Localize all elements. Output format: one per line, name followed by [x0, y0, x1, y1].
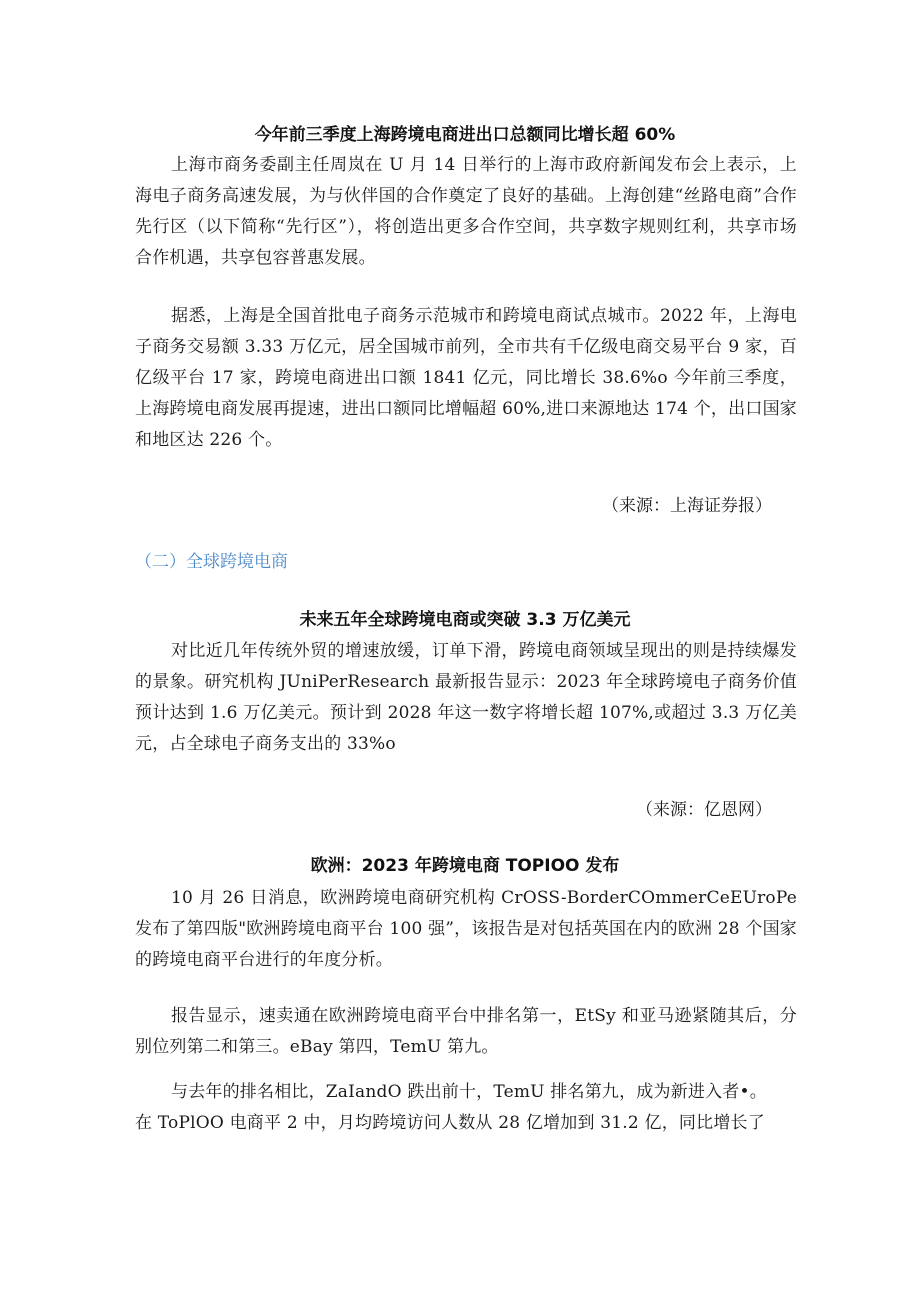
article-1-paragraph-2: 据悉，上海是全国首批电子商务示范城市和跨境电商试点城市。2022 年，上海电子商务交易额 3.33 万亿元，居全国城市前列，全市共有千亿级电商交易平台 9 家，百亿级平台 17 家，跨境电商进出口额 1841 亿元，同比增长 38.6%o 今年前三季度，上海跨境电商发展再提速，进出口额同比增幅超 60%,进口来源地达 174 个，出口国家和地区达 226 个。 — [135, 306, 797, 450]
article-2-title: 未来五年全球跨境电商或突破 3.3 万亿美元 — [299, 610, 631, 630]
article-3-paragraph-3: 与去年的排名相比，ZaIandO 跌出前十，TemU 排名第九，成为新进入者•。 — [171, 1082, 767, 1102]
article-1-title: 今年前三季度上海跨境电商进出口总额同比增长超 60% — [254, 125, 676, 145]
article-2-paragraph-1: 对比近几年传统外贸的增速放缓，订单下滑，跨境电商领域呈现出的则是持续爆发的景象。研究机构 JUniPerResearch 最新报告显示：2023 年全球跨境电子商务价值预计达到 1.6 万亿美元。预计到 2028 年这一数字将增长超 107%,或超过 3.3 万亿美元，占全球电子商务支出的 33%o — [135, 641, 797, 754]
section-heading-global-ecommerce: （二）全球跨境电商 — [135, 552, 288, 572]
article-1-paragraph-1: 上海市商务委副主任周岚在 U 月 14 日举行的上海市政府新闻发布会上表示，上海电子商务高速发展，为与伙伴国的合作奠定了良好的基础。上海创建“丝路电商”合作先行区（以下简称“先行区”），将创造出更多合作空间，共享数字规则红利，共享市场合作机遇，共享包容普惠发展。 — [135, 155, 797, 268]
article-3-title: 欧洲：2023 年跨境电商 TOPIOO 发布 — [310, 856, 620, 876]
article-3-paragraph-1: 10 月 26 日消息，欧洲跨境电商研究机构 CrOSS-BorderCOmmerCeEUroPe 发布了第四版"欧洲跨境电商平台 100 强”，该报告是对包括英国在内的欧洲 28 个国家的跨境电商平台进行的年度分析。 — [135, 888, 798, 970]
article-3-paragraph-4: 在 ToPlOO 电商平 2 中，月均跨境访问人数从 28 亿增加到 31.2 亿，同比增长了 — [135, 1113, 765, 1133]
article-1-source: （来源：上海证券报） — [602, 496, 772, 516]
article-2-source: （来源：亿恩网） — [636, 800, 772, 820]
article-3-paragraph-2: 报告显示，速卖通在欧洲跨境电商平台中排名第一，EtSy 和亚马逊紧随其后，分别位列第二和第三。eBay 第四，TemU 第九。 — [135, 1006, 797, 1057]
